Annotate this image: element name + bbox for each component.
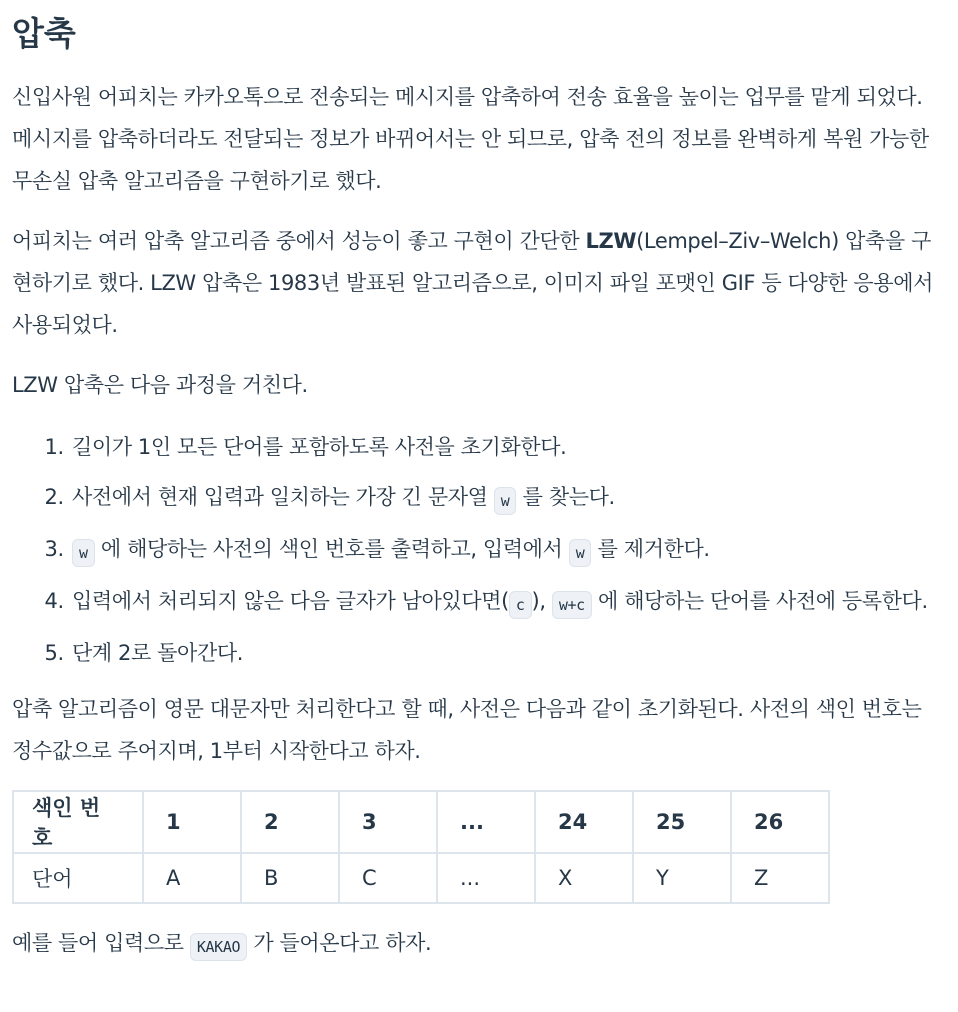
table-cell: 단어 [13, 853, 143, 903]
algorithm-text-before: 어피치는 여러 압축 알고리즘 중에서 성능이 좋고 구현이 간단한 [12, 229, 586, 253]
table-header-cell: 24 [535, 791, 633, 853]
step-1-text: 길이가 1인 모든 단어를 포함하도록 사전을 초기화한다. [72, 435, 567, 459]
step-4-text-a: 입력에서 처리되지 않은 다음 글자가 남아있다면( [72, 589, 509, 613]
table-header-cell: 25 [633, 791, 731, 853]
table-cell: Y [633, 853, 731, 903]
table-header-cell: 1 [143, 791, 241, 853]
step-2-text-b: 를 찾는다. [516, 485, 615, 509]
step-1 [70, 428, 942, 466]
table-header-cell: 2 [241, 791, 339, 853]
table-cell: Z [731, 853, 829, 903]
table-cell: X [535, 853, 633, 903]
table-header-row [13, 791, 829, 853]
code-w: w [494, 487, 517, 515]
step-3-text-b: 를 제거한다. [591, 537, 710, 561]
dictionary-paragraph: 압축 알고리즘이 영문 대문자만 처리한다고 할 때, 사전은 다음과 같이 초기화된다. 사전의 색인 번호는 정수값으로 주어지며, 1부터 시작한다고 하자. [12, 697, 922, 763]
table-row [13, 853, 829, 903]
step-2 [70, 478, 942, 518]
intro-paragraph: 신입사원 어피치는 카카오톡으로 전송되는 메시지를 압축하여 전송 효율을 높이는 업무를 맡게 되었다. 메시지를 압축하더라도 전달되는 정보가 바뀌어서는 안 되므로, 압축 전의 정보를 완벽하게 복원 가능한 무손실 압축 알고리즘을 구현하기로 했다. [12, 85, 929, 193]
step-3-text-a: 에 해당하는 사전의 색인 번호를 출력하고, 입력에서 [94, 537, 569, 561]
algorithm-text-after: (Lempel–Ziv–Welch) 압축을 구현하기로 했다. LZW 압축은 1983년 발표된 알고리즘으로, 이미지 파일 포맷인 GIF 등 다양한 응용에서 사용되었다. [12, 229, 933, 337]
example-paragraph [12, 922, 942, 966]
step-4 [70, 582, 942, 622]
example-text-before: 예를 들어 입력으로 [12, 931, 190, 955]
table-header-cell: 색인 번호 [13, 791, 143, 853]
table-header-cell: 3 [339, 791, 437, 853]
process-steps [12, 428, 942, 672]
code-w: w [569, 539, 592, 567]
code-w: w [72, 539, 95, 567]
step-4-text-b: ), [531, 589, 552, 613]
lzw-bold: LZW [585, 229, 637, 253]
algorithm-paragraph [12, 220, 942, 346]
dictionary-table [12, 790, 830, 904]
code-w-plus-c: w+c [552, 591, 592, 619]
step-5 [70, 634, 942, 672]
example-text-after: 가 들어온다고 하자. [247, 931, 432, 955]
table-cell: A [143, 853, 241, 903]
step-3 [70, 530, 942, 570]
step-5-text: 단계 2로 돌아간다. [72, 641, 243, 665]
table-cell: B [241, 853, 339, 903]
table-header-cell: ... [437, 791, 535, 853]
code-kakao: KAKAO [190, 933, 247, 961]
page-title: 압축 [12, 14, 76, 53]
step-2-text-a: 사전에서 현재 입력과 일치하는 가장 긴 문자열 [72, 485, 494, 509]
process-intro: LZW 압축은 다음 과정을 거친다. [12, 373, 308, 397]
step-4-text-c: 에 해당하는 단어를 사전에 등록한다. [591, 589, 928, 613]
code-c: c [509, 591, 532, 619]
table-cell: ... [437, 853, 535, 903]
table-cell: C [339, 853, 437, 903]
table-header-cell: 26 [731, 791, 829, 853]
